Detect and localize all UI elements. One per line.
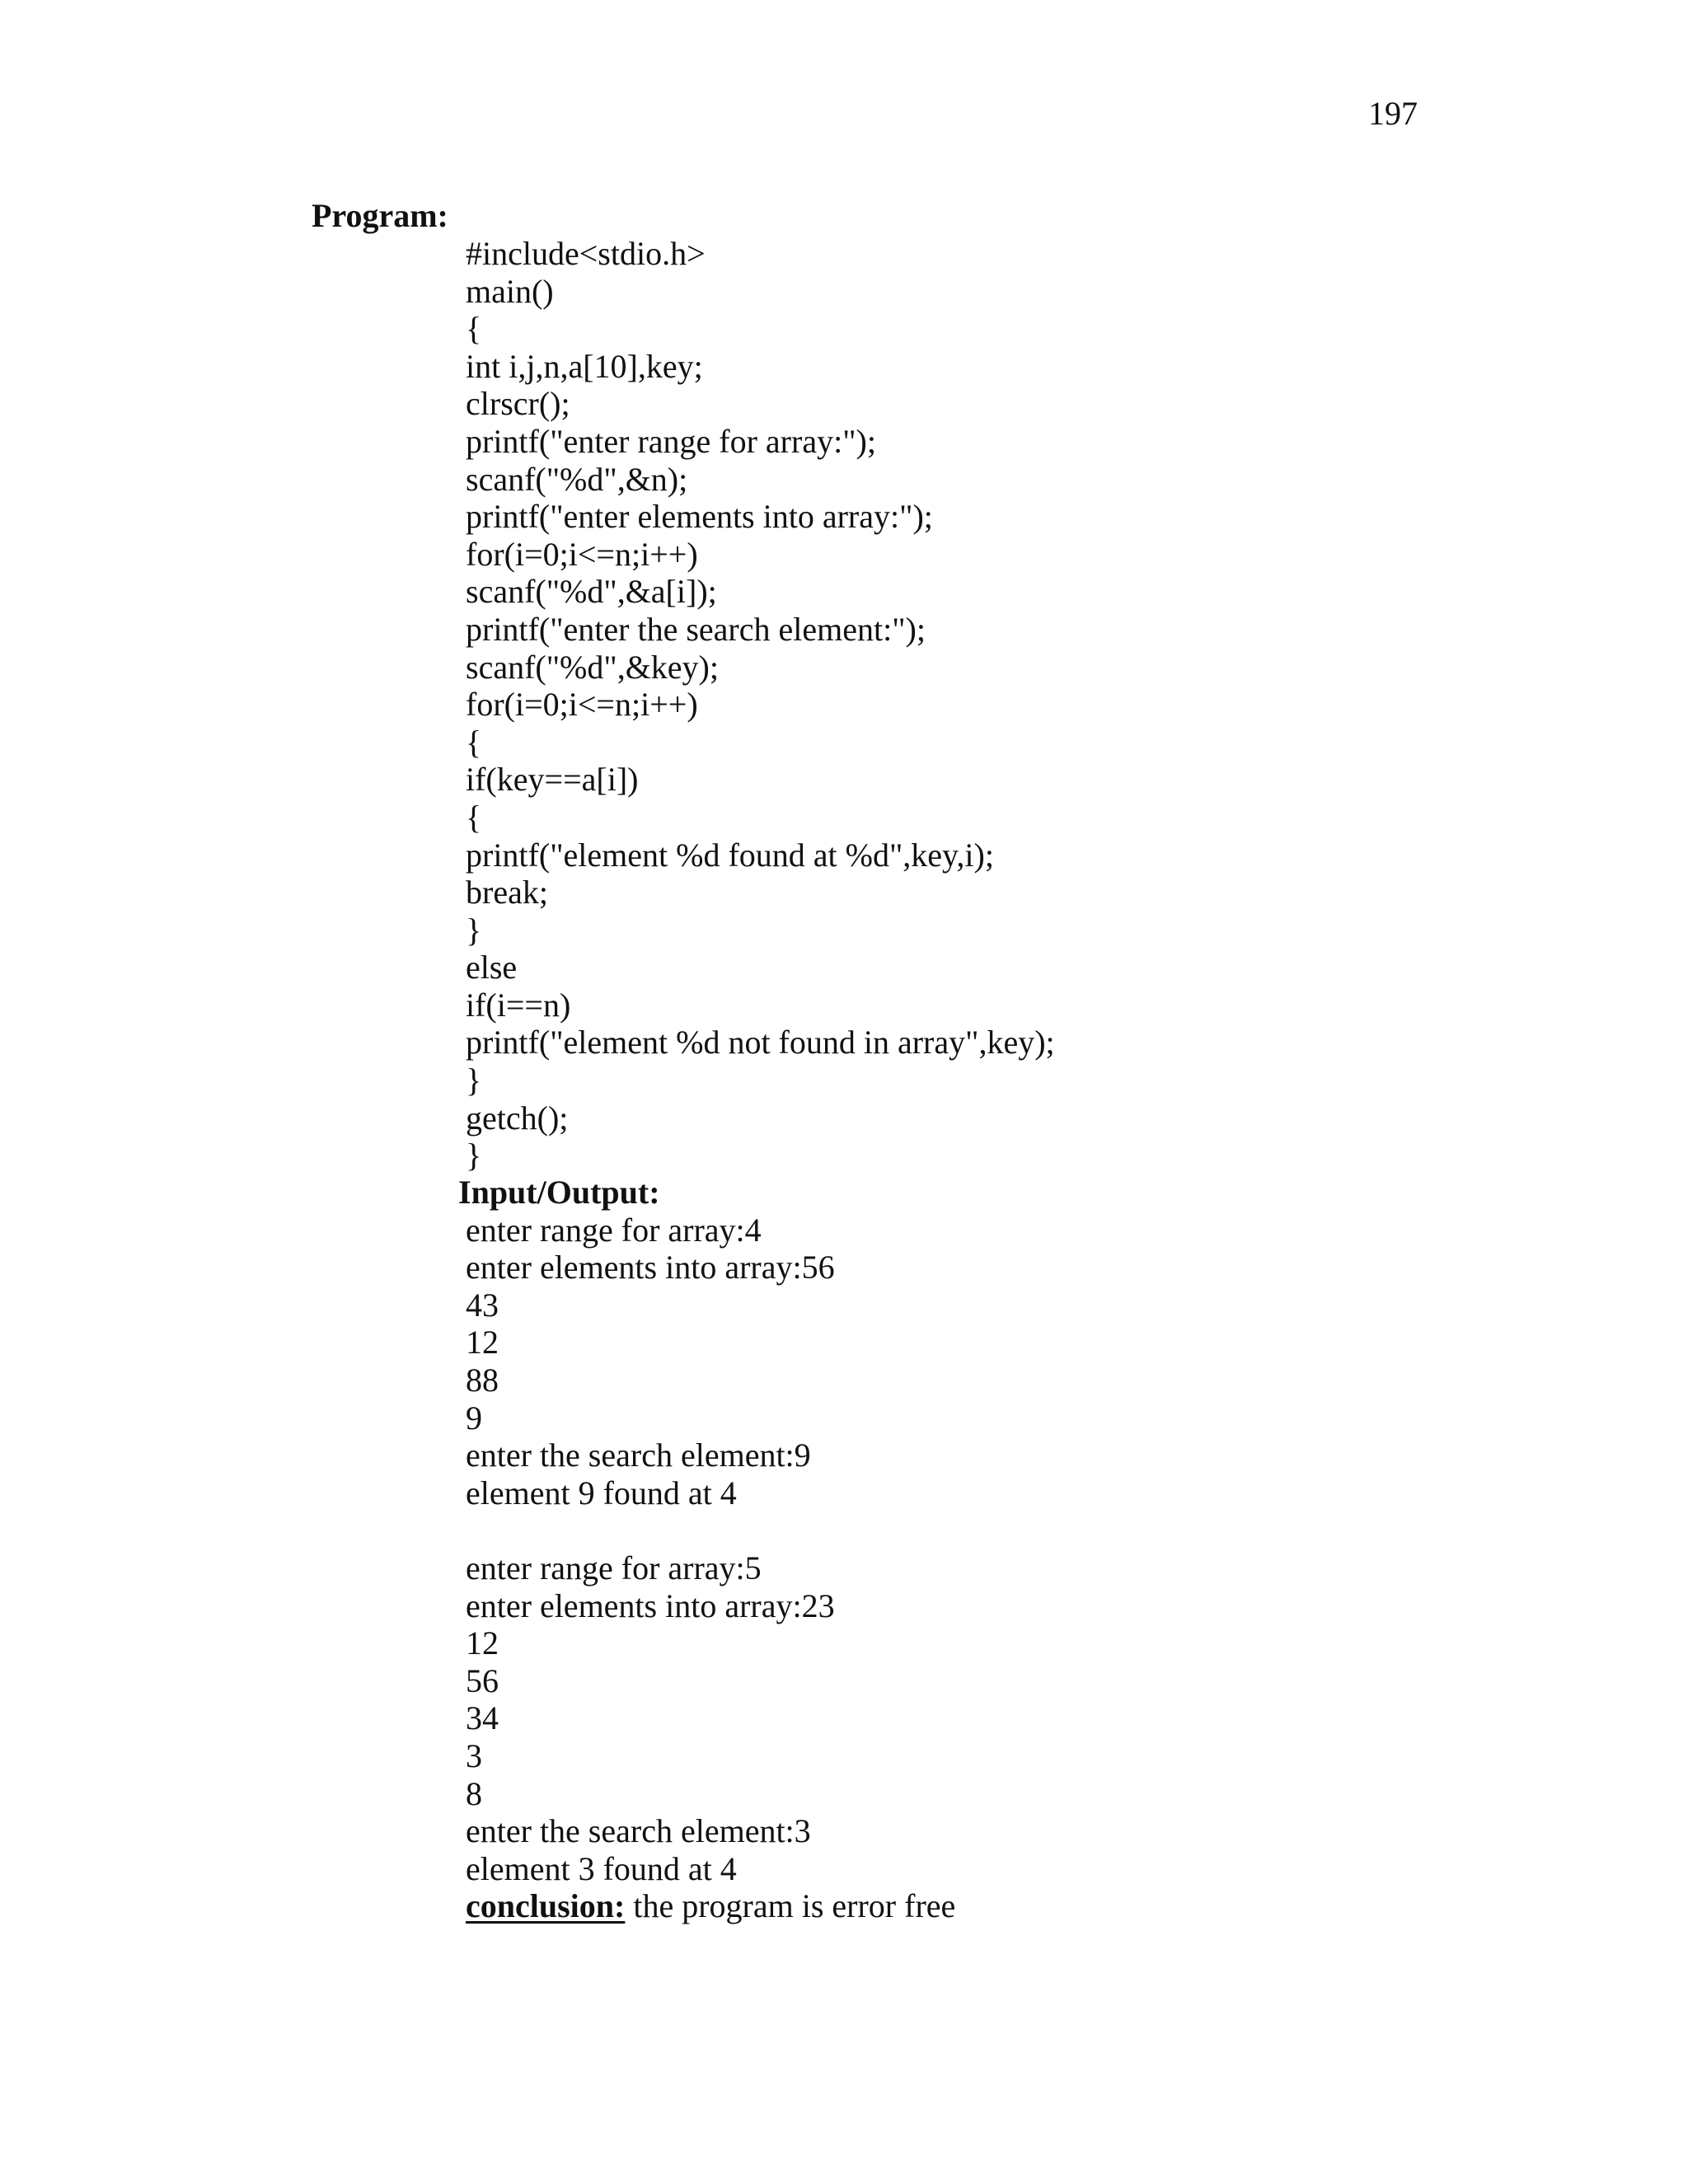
code-line: } xyxy=(466,911,482,949)
conclusion-label: conclusion: xyxy=(466,1887,626,1925)
io-line: 9 xyxy=(466,1399,482,1436)
input-output-section xyxy=(458,1174,955,1925)
code-line: main() xyxy=(466,272,554,310)
io-line: enter the search element:9 xyxy=(466,1436,811,1474)
code-line: for(i=0;i<=n;i++) xyxy=(466,686,698,724)
code-line: } xyxy=(466,1137,482,1174)
code-line: int i,j,n,a[10],key; xyxy=(466,347,703,385)
code-line: } xyxy=(466,1062,482,1099)
io-line: enter elements into array:56 xyxy=(466,1249,835,1286)
io-line: 3 xyxy=(466,1736,482,1774)
code-line: scanf("%d",&key); xyxy=(466,648,719,686)
input-output-heading: Input/Output: xyxy=(458,1174,660,1211)
io-line: 12 xyxy=(466,1324,499,1361)
code-line: for(i=0;i<=n;i++) xyxy=(466,535,698,573)
io-line: 34 xyxy=(466,1699,499,1737)
io-line: enter range for array:4 xyxy=(466,1211,762,1249)
code-line: printf("element %d found at %d",key,i); xyxy=(466,836,994,874)
code-line: else xyxy=(466,949,518,987)
code-line: if(key==a[i]) xyxy=(466,761,639,799)
io-line: element 9 found at 4 xyxy=(466,1474,737,1511)
code-line: printf("enter elements into array:"); xyxy=(466,498,933,536)
code-line: break; xyxy=(466,874,548,912)
code-line: printf("element %d not found in array",key); xyxy=(466,1024,1055,1062)
code-line: { xyxy=(466,798,482,836)
io-line: enter range for array:5 xyxy=(466,1549,762,1586)
io-line: enter elements into array:23 xyxy=(466,1586,835,1624)
io-line: element 3 found at 4 xyxy=(466,1849,737,1887)
page-number: 197 xyxy=(1368,95,1418,132)
code-line: { xyxy=(466,310,482,348)
io-line: 12 xyxy=(466,1624,499,1662)
program-heading: Program: xyxy=(312,197,448,234)
conclusion xyxy=(466,1887,955,1925)
code-line: getch(); xyxy=(466,1099,569,1137)
io-line: enter the search element:3 xyxy=(466,1812,811,1850)
code-line: scanf("%d",&n); xyxy=(466,460,688,498)
code-line: scanf("%d",&a[i]); xyxy=(466,573,717,611)
io-line: 88 xyxy=(466,1361,499,1399)
io-line: 43 xyxy=(466,1286,499,1324)
io-line: 8 xyxy=(466,1774,482,1812)
code-line: printf("enter the search element:"); xyxy=(466,610,926,648)
code-line: { xyxy=(466,723,482,761)
code-line: #include<stdio.h> xyxy=(466,235,706,272)
conclusion-text: the program is error free xyxy=(625,1887,956,1925)
program-code-block xyxy=(466,235,1055,1174)
code-line: if(i==n) xyxy=(466,986,571,1024)
code-line: clrscr(); xyxy=(466,385,570,423)
code-line: printf("enter range for array:"); xyxy=(466,422,876,460)
io-line: 56 xyxy=(466,1661,499,1699)
blank-line xyxy=(466,1511,955,1549)
io-lines xyxy=(458,1212,955,1925)
